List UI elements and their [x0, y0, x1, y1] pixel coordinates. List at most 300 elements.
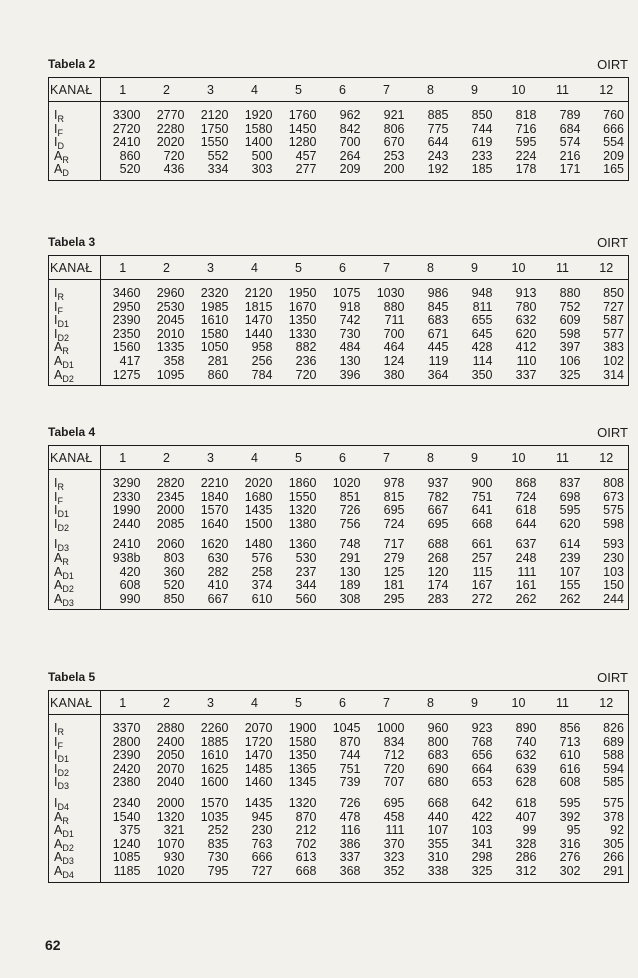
table-cell: 1400: [244, 135, 273, 150]
table-cell: 1500: [244, 516, 273, 531]
row-label-letter: A: [54, 162, 63, 177]
table-cell: 593: [603, 537, 624, 552]
table-cell: 114: [472, 353, 493, 368]
table-cell: 264: [339, 148, 361, 163]
row-label: [49, 355, 101, 369]
table-cell: 1480: [244, 537, 273, 552]
table-cell: 918: [339, 299, 361, 314]
table-cell: 608: [119, 578, 141, 593]
table-cell: 323: [383, 850, 405, 865]
table-cell: 1750: [200, 121, 229, 136]
table-cell: 440: [427, 809, 449, 824]
table-cell: 811: [472, 299, 493, 314]
table-cell: 653: [471, 775, 493, 790]
table-cell: 574: [559, 135, 581, 150]
table-cell: 632: [515, 313, 537, 328]
table-cell: 642: [471, 795, 493, 810]
table-cell: 948: [471, 286, 493, 300]
table-cell: 2380: [112, 775, 141, 790]
channel-header: 11: [541, 256, 585, 280]
table-header: [48, 670, 628, 684]
table-row: [49, 851, 629, 865]
table-cell: 500: [251, 148, 273, 163]
table-cell: 420: [119, 564, 141, 579]
table-cell: 185: [471, 162, 493, 177]
row-label-subscript: D1: [57, 319, 69, 330]
table-cell: 720: [295, 367, 317, 382]
table-cell: 1550: [200, 135, 229, 150]
table-row: [49, 355, 629, 369]
table-cell: 412: [515, 340, 537, 355]
table-cell: 587: [603, 313, 624, 328]
row-label-letter: I: [54, 721, 58, 735]
table-cell: 310: [427, 850, 449, 865]
row-label: [49, 763, 101, 777]
table-cell: 1625: [200, 761, 229, 776]
table-cell: 2400: [156, 734, 185, 749]
table-cell: 262: [515, 591, 537, 606]
table-cell: 2070: [156, 761, 185, 776]
table-cell: 698: [559, 489, 581, 504]
table-cell: 258: [251, 564, 273, 579]
row-label-letter: I: [54, 108, 58, 122]
table-cell: 1815: [244, 299, 273, 314]
table-cell: 1440: [244, 326, 273, 341]
table-cell: 272: [471, 591, 493, 606]
table-cell: 655: [471, 313, 493, 328]
table-cell: 2050: [156, 748, 185, 763]
table-cell: 860: [207, 367, 229, 382]
channel-header: 10: [497, 691, 541, 715]
table-4-block: [48, 425, 628, 610]
table-cell: 478: [339, 809, 361, 824]
table-cell: 2120: [244, 286, 273, 300]
channel-header: 5: [277, 78, 321, 102]
channel-header: 10: [497, 446, 541, 470]
table-cell: 1000: [376, 721, 405, 735]
row-label: [49, 470, 101, 491]
table-cell: 167: [471, 578, 493, 593]
row-label-subscript: F: [57, 305, 63, 316]
table-row: [49, 491, 629, 505]
row-label-subscript: F: [57, 495, 63, 506]
table-cell: 360: [163, 564, 185, 579]
table-cell: 2820: [156, 476, 185, 490]
table-cell: 815: [383, 489, 405, 504]
table-cell: 107: [427, 823, 449, 838]
row-label-subscript: D1: [62, 570, 74, 581]
table-cell: 276: [559, 850, 581, 865]
table-cell: 125: [383, 564, 405, 579]
table-cell: 1620: [200, 537, 229, 552]
table-row: [49, 301, 629, 315]
oirt-label: OIRT: [597, 57, 628, 72]
table-cell: 1570: [200, 795, 229, 810]
table-cell: 1275: [112, 367, 141, 382]
row-label: [49, 504, 101, 518]
table-cell: 880: [559, 286, 581, 300]
row-label-letter: A: [54, 550, 63, 565]
table-cell: 262: [559, 591, 581, 606]
table-cell: 383: [603, 340, 624, 355]
table-cell: 800: [427, 734, 449, 749]
table-cell: 282: [207, 564, 229, 579]
row-label-letter: I: [54, 537, 58, 552]
table-row: [49, 593, 629, 610]
table-cell: 763: [251, 836, 273, 851]
header-row: [49, 256, 629, 280]
table-cell: 386: [339, 836, 361, 851]
table-cell: 552: [207, 148, 229, 163]
table-cell: 664: [471, 761, 493, 776]
row-label-subscript: D4: [62, 869, 74, 880]
table-cell: 595: [559, 795, 581, 810]
table-row: [49, 824, 629, 838]
row-label-letter: I: [54, 761, 58, 776]
table-cell: 598: [559, 326, 581, 341]
channel-header: 8: [409, 78, 453, 102]
table-cell: 428: [471, 340, 493, 355]
table-cell: 106: [559, 353, 581, 368]
table-cell: 337: [339, 850, 361, 865]
table-cell: 1560: [112, 340, 141, 355]
table-row: [49, 518, 629, 532]
row-label: [49, 790, 101, 811]
table-cell: 577: [603, 326, 624, 341]
table-cell: 286: [515, 850, 537, 865]
table-cell: 667: [207, 591, 229, 606]
table-cell: 644: [427, 135, 449, 150]
table-cell: 1320: [288, 503, 317, 518]
table-cell: 209: [339, 162, 361, 177]
table-cell: 2070: [244, 721, 273, 735]
table-cell: 1045: [332, 721, 361, 735]
table-cell: 668: [471, 516, 493, 531]
table-cell: 1840: [200, 489, 229, 504]
channel-header: 2: [145, 446, 189, 470]
table-cell: 882: [295, 340, 317, 355]
table-cell: 303: [251, 162, 273, 177]
channel-header: 5: [277, 691, 321, 715]
table-cell: 683: [427, 313, 449, 328]
table-row: [49, 790, 629, 811]
table-row: [49, 838, 629, 852]
table-cell: 230: [603, 550, 624, 565]
table-cell: 337: [515, 367, 537, 382]
table-cell: 305: [603, 836, 624, 851]
table-cell: 671: [427, 326, 449, 341]
table-cell: 752: [559, 299, 581, 314]
table-cell: 923: [471, 721, 493, 735]
channel-header: 7: [365, 78, 409, 102]
table-cell: 1350: [288, 313, 317, 328]
table-cell: 281: [207, 353, 229, 368]
table-cell: 1095: [156, 367, 185, 382]
table-cell: 661: [471, 537, 493, 552]
row-label: [49, 163, 101, 180]
table-cell: 115: [472, 564, 493, 579]
table-cell: 1280: [288, 135, 317, 150]
kanal-header: KANAŁ: [49, 256, 101, 280]
table-cell: 713: [559, 734, 581, 749]
channel-header: 12: [585, 446, 629, 470]
data-table: [48, 690, 629, 883]
row-label-letter: A: [54, 564, 63, 579]
row-label: [49, 369, 101, 386]
table-cell: 742: [339, 313, 361, 328]
table-cell: 2020: [156, 135, 185, 150]
table-cell: 130: [339, 564, 361, 579]
table-cell: 291: [339, 550, 361, 565]
table-cell: 110: [516, 353, 537, 368]
table-cell: 560: [295, 591, 317, 606]
table-cell: 700: [339, 135, 361, 150]
row-label-subscript: R: [62, 154, 69, 165]
table-cell: 458: [383, 809, 405, 824]
table-cell: 921: [383, 108, 405, 122]
table-3-block: [48, 235, 628, 386]
table-cell: 1320: [288, 795, 317, 810]
table-cell: 668: [295, 863, 317, 878]
table-cell: 417: [119, 353, 141, 368]
table-cell: 851: [339, 489, 361, 504]
table-cell: 1380: [288, 516, 317, 531]
table-cell: 368: [339, 863, 361, 878]
row-label: [49, 579, 101, 593]
table-cell: 358: [163, 353, 185, 368]
channel-header: 9: [453, 256, 497, 280]
table-cell: 209: [603, 148, 624, 163]
table-cell: 1350: [288, 748, 317, 763]
row-label: [49, 150, 101, 164]
channel-header: 6: [321, 446, 365, 470]
row-label-subscript: R: [57, 482, 64, 492]
row-label: [49, 838, 101, 852]
table-cell: 1020: [156, 863, 185, 878]
row-label: [49, 865, 101, 882]
row-label-subscript: D: [62, 168, 69, 179]
row-label-letter: A: [54, 836, 63, 851]
table-cell: 780: [515, 299, 537, 314]
table-cell: 826: [603, 721, 624, 735]
row-label: [49, 518, 101, 532]
table-cell: 2345: [156, 489, 185, 504]
table-cell: 266: [603, 850, 624, 865]
row-label: [49, 552, 101, 566]
row-label: [49, 314, 101, 328]
table-cell: 619: [471, 135, 493, 150]
channel-header: 11: [541, 691, 585, 715]
table-cell: 689: [603, 734, 624, 749]
table-cell: 95: [566, 823, 581, 838]
table-cell: 298: [471, 850, 493, 865]
table-cell: 530: [295, 550, 317, 565]
table-cell: 688: [427, 537, 449, 552]
row-label: [49, 749, 101, 763]
table-cell: 595: [515, 135, 537, 150]
table-row: [49, 811, 629, 825]
table-cell: 720: [383, 761, 405, 776]
table-cell: 808: [603, 476, 624, 490]
table-cell: 594: [603, 761, 624, 776]
table-cell: 1435: [244, 795, 273, 810]
table-cell: 885: [427, 108, 449, 122]
table-cell: 1860: [288, 476, 317, 490]
table-cell: 410: [207, 578, 229, 593]
table-cell: 1570: [200, 503, 229, 518]
row-label: [49, 824, 101, 838]
table-cell: 2000: [156, 503, 185, 518]
table-cell: 178: [515, 162, 537, 177]
channel-header: 8: [409, 256, 453, 280]
row-label-subscript: R: [57, 727, 64, 737]
row-label: [49, 715, 101, 736]
table-cell: 711: [384, 313, 405, 328]
table-cell: 248: [515, 550, 537, 565]
table-cell: 960: [427, 721, 449, 735]
table-cell: 645: [471, 326, 493, 341]
table-cell: 392: [559, 809, 581, 824]
table-cell: 192: [427, 162, 449, 177]
table-cell: 890: [515, 721, 537, 735]
channel-header: 2: [145, 256, 189, 280]
row-label-letter: A: [54, 863, 63, 878]
table-cell: 768: [471, 734, 493, 749]
table-cell: 2410: [112, 135, 141, 150]
row-label-subscript: F: [57, 740, 63, 751]
table-cell: 668: [427, 795, 449, 810]
table-cell: 620: [559, 516, 581, 531]
table-cell: 690: [427, 761, 449, 776]
row-label-subscript: R: [57, 114, 64, 124]
table-cell: 1885: [200, 734, 229, 749]
table-cell: 962: [339, 108, 361, 122]
table-cell: 230: [251, 823, 273, 838]
row-label: [49, 776, 101, 790]
channel-header: 2: [145, 691, 189, 715]
table-cell: 111: [517, 564, 537, 579]
table-cell: 784: [251, 367, 273, 382]
table-cell: 2045: [156, 313, 185, 328]
table-cell: 283: [427, 591, 449, 606]
table-cell: 279: [383, 550, 405, 565]
channel-header: 9: [453, 446, 497, 470]
row-label-subscript: D: [57, 141, 64, 152]
row-label: [49, 280, 101, 301]
table-cell: 726: [339, 795, 361, 810]
channel-header: 1: [101, 446, 145, 470]
table-cell: 616: [559, 761, 581, 776]
table-row: [49, 123, 629, 137]
table-cell: 727: [603, 299, 624, 314]
row-label-letter: I: [54, 516, 58, 531]
row-label-letter: I: [54, 795, 58, 810]
table-cell: 268: [427, 550, 449, 565]
table-cell: 850: [471, 108, 493, 122]
table-cell: 1670: [288, 299, 317, 314]
table-cell: 2280: [156, 121, 185, 136]
channel-header: 5: [277, 446, 321, 470]
oirt-label: OIRT: [597, 425, 628, 440]
table-header: [48, 235, 628, 249]
row-label: [49, 736, 101, 750]
table-cell: 436: [163, 162, 185, 177]
table-cell: 520: [119, 162, 141, 177]
table-cell: 702: [295, 836, 317, 851]
data-table: [48, 77, 629, 181]
table-cell: 350: [471, 367, 493, 382]
table-cell: 695: [427, 516, 449, 531]
row-label-letter: I: [54, 135, 58, 150]
table-row: [49, 341, 629, 355]
table-cell: 111: [385, 823, 405, 838]
table-cell: 1330: [288, 326, 317, 341]
table-cell: 2000: [156, 795, 185, 810]
channel-header: 1: [101, 691, 145, 715]
table-cell: 2020: [244, 476, 273, 490]
table-row: [49, 102, 629, 123]
row-label-letter: I: [54, 299, 58, 314]
table-cell: 632: [515, 748, 537, 763]
table-cell: 2040: [156, 775, 185, 790]
kanal-header: KANAŁ: [49, 78, 101, 102]
table-cell: 595: [559, 503, 581, 518]
row-label: [49, 531, 101, 552]
table-cell: 1580: [288, 734, 317, 749]
table-row: [49, 280, 629, 301]
table-cell: 1580: [200, 326, 229, 341]
row-label-letter: A: [54, 340, 63, 355]
row-label-subscript: D2: [62, 584, 74, 595]
table-row: [49, 776, 629, 790]
table-cell: 1450: [288, 121, 317, 136]
table-cell: 744: [339, 748, 361, 763]
table-cell: 236: [295, 353, 317, 368]
table-cell: 1900: [288, 721, 317, 735]
table-cell: 782: [427, 489, 449, 504]
table-cell: 684: [559, 121, 581, 136]
header-row: [49, 691, 629, 715]
table-header: [48, 425, 628, 439]
table-cell: 341: [471, 836, 493, 851]
table-cell: 2330: [112, 489, 141, 504]
table-cell: 913: [515, 286, 537, 300]
table-cell: 726: [339, 503, 361, 518]
data-table: [48, 445, 629, 610]
table-cell: 1720: [244, 734, 273, 749]
channel-header: 10: [497, 78, 541, 102]
table-cell: 375: [119, 823, 141, 838]
row-label-subscript: D2: [57, 332, 69, 343]
row-label-subscript: D2: [62, 842, 74, 853]
channel-header: 11: [541, 446, 585, 470]
table-cell: 3300: [112, 108, 141, 122]
table-cell: 2210: [200, 476, 229, 490]
table-cell: 670: [383, 135, 405, 150]
row-label: [49, 136, 101, 150]
table-cell: 609: [559, 313, 581, 328]
row-label-letter: I: [54, 734, 58, 749]
table-cell: 325: [559, 367, 581, 382]
row-label-letter: I: [54, 121, 58, 136]
row-label: [49, 593, 101, 610]
table-cell: 789: [559, 108, 581, 122]
table-cell: 639: [515, 761, 537, 776]
row-label: [49, 123, 101, 137]
table-cell: 618: [515, 503, 537, 518]
row-label-subscript: D3: [57, 781, 69, 792]
table-cell: 312: [515, 863, 537, 878]
